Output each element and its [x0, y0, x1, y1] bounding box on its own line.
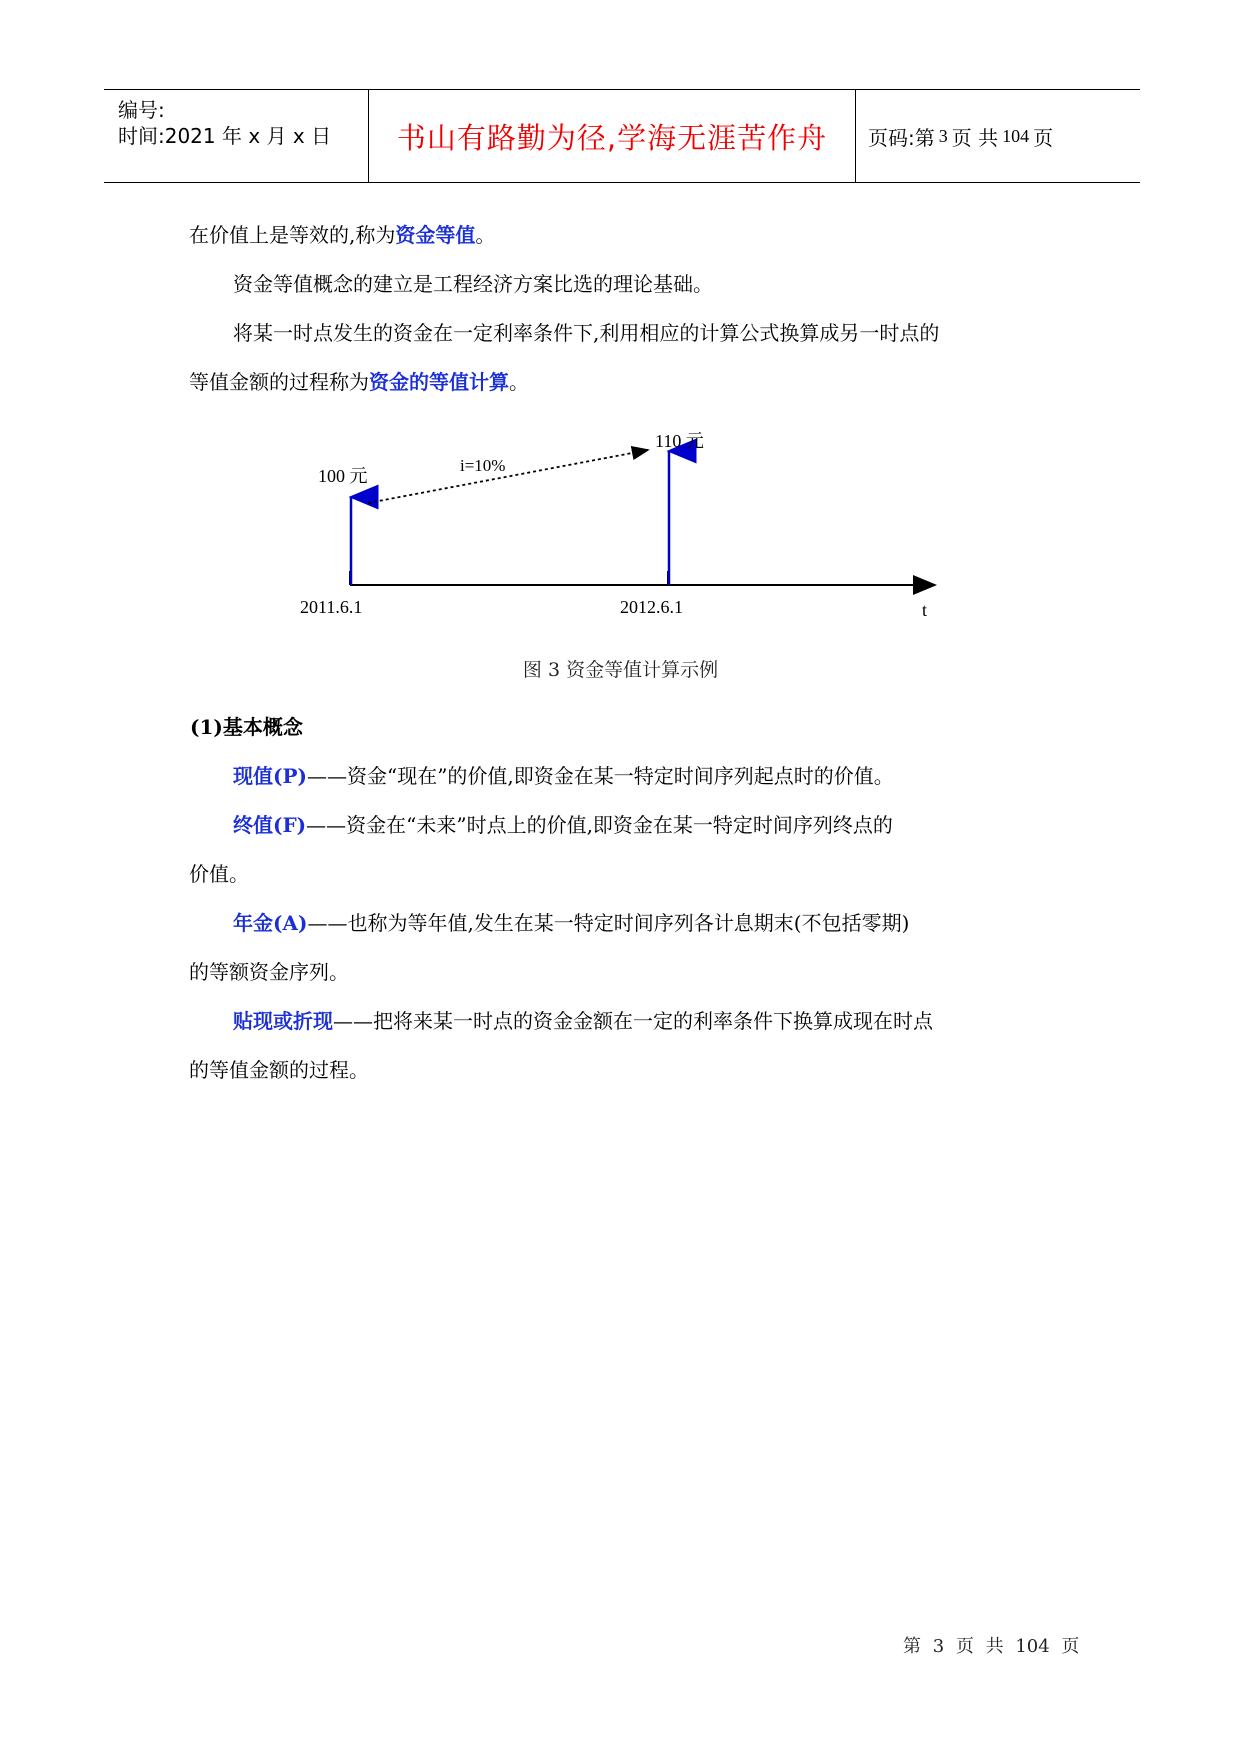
concept-future-value	[233, 811, 1113, 839]
term-future-value: 终值(F)	[233, 813, 307, 837]
page-mid: 页 共	[951, 125, 999, 150]
term-discount: 贴现或折现	[233, 1009, 333, 1033]
paragraph-calc-line1: 将某一时点发生的资金在一定利率条件下,利用相应的计算公式换算成另一时点的	[233, 321, 940, 345]
section-heading: (1)基本概念	[190, 715, 303, 739]
label-110: 110 元	[655, 431, 704, 451]
concept-discount-cont: 的等值金额的过程。	[189, 1058, 369, 1082]
figure-caption: 图 3 资金等值计算示例	[522, 659, 719, 681]
page-suffix: 页	[1033, 125, 1054, 150]
desc-annuity: ——也称为等年值,发生在某一特定时间序列各计息期末(不包括零期)	[307, 911, 910, 935]
label-rate: i=10%	[460, 456, 506, 475]
p1-end: 。	[475, 223, 496, 247]
page-prefix: 页码:第	[868, 125, 935, 150]
desc-future-value: ——资金在“未来”时点上的价值,即资金在某一特定时间序列终点的	[306, 813, 893, 837]
growth-arrow	[368, 450, 648, 503]
serial-label: 编号:	[118, 98, 165, 122]
p1-text: 在价值上是等效的,称为	[189, 223, 396, 247]
term-equivalence-calc: 资金的等值计算	[369, 370, 509, 394]
paragraph-basis: 资金等值概念的建立是工程经济方案比选的理论基础。	[233, 272, 713, 296]
label-axis-t: t	[922, 600, 928, 620]
paragraph-calc-line2	[189, 368, 1069, 396]
p3-text: 等值金额的过程称为	[189, 370, 369, 394]
term-fund-equivalence: 资金等值	[395, 223, 476, 247]
term-annuity: 年金(A)	[233, 911, 308, 935]
p3-end: 。	[509, 370, 529, 394]
desc-discount: ——把将来某一时点的资金金额在一定的利率条件下换算成现在时点	[333, 1009, 933, 1033]
desc-present-value: ——资金“现在”的价值,即资金在某一特定时间序列起点时的价值。	[306, 764, 894, 788]
cash-flow-svg	[280, 415, 960, 630]
cash-flow-diagram	[280, 415, 960, 630]
page-number: 3	[938, 125, 948, 146]
concept-discount	[233, 1007, 1113, 1035]
page-header	[104, 89, 1140, 183]
motto-text: 书山有路勤为径,学海无涯苦作舟	[396, 120, 828, 155]
header-page-cell	[856, 90, 1140, 182]
term-present-value: 现值(P)	[233, 764, 307, 788]
time-label: 时间:2021 年 x 月 x 日	[118, 124, 332, 148]
concept-future-value-cont: 价值。	[189, 862, 249, 886]
page-footer: 第 3 页 共 104 页	[903, 1636, 1080, 1657]
label-100: 100 元	[318, 466, 368, 486]
concept-present-value	[233, 762, 1113, 790]
concept-annuity-cont: 的等额资金序列。	[189, 960, 349, 984]
label-date-start: 2011.6.1	[300, 597, 363, 617]
paragraph-equivalence	[189, 221, 1069, 249]
header-info-cell	[104, 90, 369, 182]
page-total: 104	[1002, 125, 1030, 146]
label-date-end: 2012.6.1	[620, 597, 683, 617]
concept-annuity	[233, 909, 1113, 937]
header-motto-cell	[369, 90, 856, 182]
